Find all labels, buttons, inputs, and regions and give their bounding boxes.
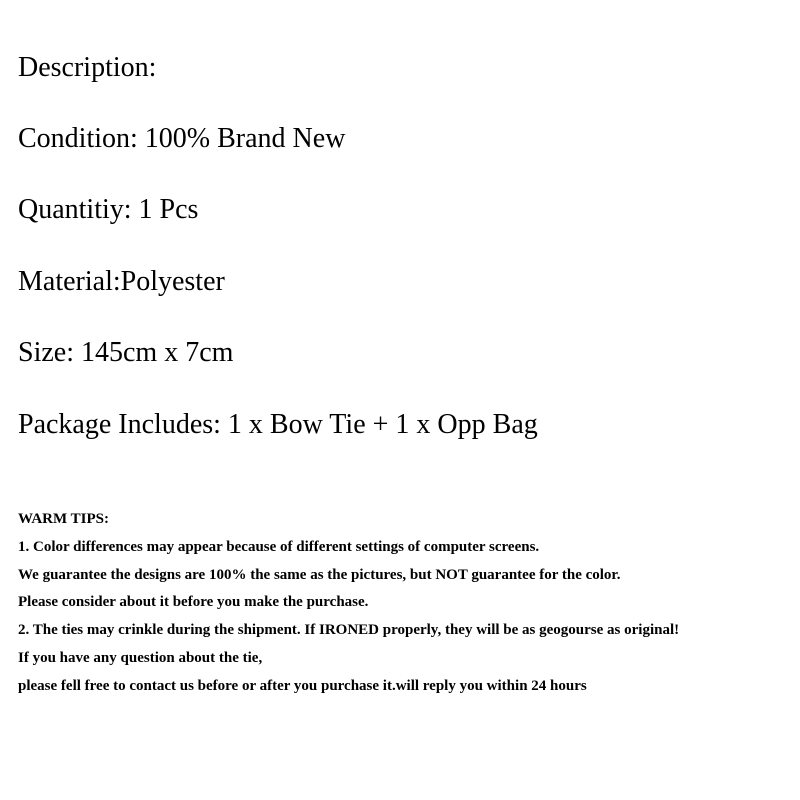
tip-line: 1. Color differences may appear because of different settings of computer screens. — [18, 538, 540, 555]
tip-line: We guarantee the designs are 100% the same as the pictures, but NOT guarantee for the color. — [18, 566, 621, 583]
tip-line: If you have any question about the tie, — [18, 649, 263, 666]
condition-line: Condition: 100% Brand New — [18, 123, 346, 154]
material-line: Material:Polyester — [18, 266, 225, 297]
package-line: Package Includes: 1 x Bow Tie + 1 x Opp Bag — [18, 409, 538, 440]
tip-line: Please consider about it before you make the purchase. — [18, 594, 369, 611]
tip-line: please fell free to contact us before or after you purchase it.will reply you within 24 hours — [18, 677, 587, 694]
warm-tips-heading: WARM TIPS: — [18, 511, 109, 527]
warm-tips — [18, 506, 679, 701]
size-line: Size: 145cm x 7cm — [18, 337, 234, 368]
quantity-line: Quantitiy: 1 Pcs — [18, 194, 199, 225]
tip-line: 2. The ties may crinkle during the shipment. If IRONED properly, they will be as geogourse as original! — [18, 622, 680, 639]
description-heading: Description: — [18, 52, 157, 83]
